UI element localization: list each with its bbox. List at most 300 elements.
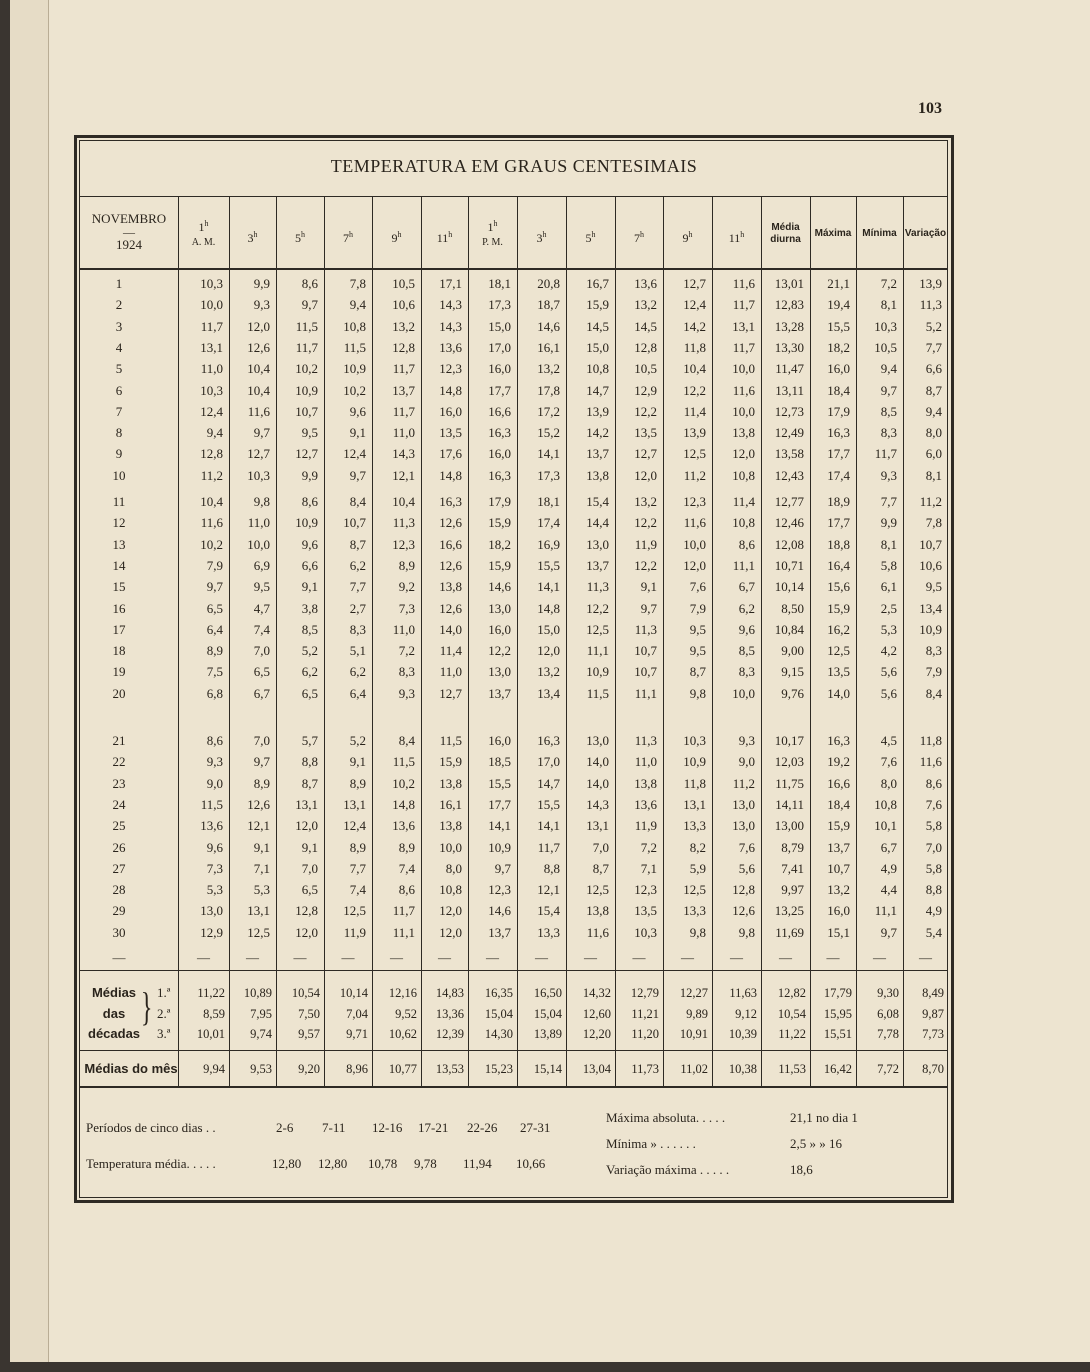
table-cell: 8,7 — [925, 383, 942, 398]
table-cell: 8,1 — [925, 468, 942, 483]
table-cell: 10,3 — [874, 319, 897, 334]
table-cell: 11,9 — [634, 537, 657, 552]
decada-cell: 15,95 — [823, 1007, 852, 1021]
table-cell: 14,3 — [439, 297, 462, 312]
table-cell: 12,43 — [774, 468, 804, 483]
table-cell: 5,7 — [301, 733, 318, 748]
table-cell: 4,9 — [925, 903, 942, 918]
table-cell: 9,5 — [925, 579, 942, 594]
hour-number: 3 — [536, 231, 543, 245]
table-cell: 7,2 — [640, 840, 657, 855]
table-cell: 8,0 — [880, 776, 897, 791]
decada-cell: 12,20 — [582, 1027, 611, 1041]
table-cell: 12,7 — [683, 276, 706, 291]
decada-cell: 7,04 — [346, 1007, 368, 1021]
table-cell: 14,8 — [537, 601, 560, 616]
table-cell: 12,6 — [732, 903, 755, 918]
hour-number: 1 — [198, 220, 205, 234]
table-cell: 15,4 — [586, 494, 609, 509]
table-cell: 6,2 — [738, 601, 755, 616]
medias-mes-cell: 15,23 — [484, 1062, 513, 1076]
table-cell: 11,7 — [392, 404, 415, 419]
table-cell: 11,5 — [295, 319, 318, 334]
periodo-value: 27-31 — [520, 1120, 551, 1135]
table-cell: 4,2 — [880, 643, 897, 658]
table-cell: 10,9 — [343, 361, 366, 376]
decada-cell: 10,39 — [728, 1027, 757, 1041]
table-cell: 12,08 — [774, 537, 804, 552]
table-cell: 16,0 — [488, 361, 511, 376]
table-cell: 14,6 — [488, 579, 511, 594]
table-cell: 9,5 — [301, 425, 318, 440]
decada-cell: 11,22 — [197, 986, 225, 1000]
table-cell: 15,5 — [827, 319, 850, 334]
table-cell: 13,58 — [774, 446, 804, 461]
medias-mes-cell: 9,53 — [250, 1062, 272, 1076]
table-cell: 9,6 — [349, 404, 366, 419]
day-number: 9 — [115, 446, 123, 461]
table-cell: 12,0 — [247, 319, 270, 334]
day-number: 29 — [112, 903, 126, 918]
table-cell: 10,7 — [343, 515, 366, 530]
table-cell: 7,41 — [781, 861, 804, 876]
table-cell: 14,4 — [586, 515, 609, 530]
table-cell: 12,4 — [683, 297, 706, 312]
table-cell: 17,4 — [537, 515, 560, 530]
table-cell: 13,2 — [827, 882, 850, 897]
table-cell: 6,2 — [349, 664, 366, 679]
table-cell: 12,73 — [774, 404, 804, 419]
media-diurna-label-1: Média — [771, 222, 800, 233]
table-cell: 8,4 — [925, 686, 942, 701]
table-cell: 10,5 — [634, 361, 657, 376]
table-cell: 6,0 — [925, 446, 942, 461]
day-number: 23 — [112, 776, 126, 791]
hour-suffix: h — [640, 230, 644, 239]
table-cell: 14,0 — [586, 776, 609, 791]
table-cell: 9,1 — [301, 579, 318, 594]
table-cell: 9,4 — [349, 297, 366, 312]
table-cell: 15,1 — [827, 925, 850, 940]
table-cell: 11,7 — [392, 903, 415, 918]
table-cell: 11,2 — [683, 468, 706, 483]
table-cell: 13,4 — [537, 686, 560, 701]
day-number: 18 — [112, 643, 126, 658]
table-cell: 12,83 — [774, 297, 804, 312]
hour-number: 5 — [585, 231, 592, 245]
dash-cell: — — [681, 950, 694, 965]
decadas-top-rule — [80, 970, 948, 971]
decada-cell: 9,30 — [877, 986, 899, 1000]
day-number: 26 — [112, 840, 126, 855]
table-cell: 14,6 — [537, 319, 560, 334]
table-cell: 13,0 — [488, 664, 511, 679]
table-cell: 17,3 — [488, 297, 511, 312]
table-cell: 8,7 — [301, 776, 318, 791]
table-cell: 12,0 — [295, 818, 318, 833]
table-cell: 9,3 — [880, 468, 897, 483]
table-cell: 11,6 — [586, 925, 609, 940]
table-cell: 16,1 — [439, 797, 462, 812]
table-cell: 12,6 — [247, 340, 270, 355]
table-cell: 11,3 — [392, 515, 415, 530]
hour-suffix: h — [688, 230, 693, 239]
table-cell: 8,3 — [738, 664, 755, 679]
table-cell: 11,75 — [775, 776, 804, 791]
decada-cell: 14,83 — [435, 986, 464, 1000]
table-cell: 15,6 — [827, 579, 850, 594]
table-cell: 17,3 — [537, 468, 560, 483]
table-cell: 16,4 — [827, 558, 850, 573]
decada-cell: 12,82 — [777, 986, 806, 1000]
table-cell: 13,4 — [919, 601, 942, 616]
table-cell: 8,9 — [349, 776, 366, 791]
table-cell: 12,3 — [488, 882, 511, 897]
table-cell: 11,9 — [343, 925, 366, 940]
table-cell: 8,6 — [301, 276, 318, 291]
table-cell: 13,6 — [634, 276, 657, 291]
day-number: 25 — [112, 818, 126, 833]
table-cell: 14,2 — [683, 319, 706, 334]
decada-cell: 16,50 — [533, 986, 562, 1000]
medias-mes-cell: 10,77 — [388, 1062, 417, 1076]
table-cell: 8,9 — [206, 643, 223, 658]
table-cell: 13,3 — [683, 903, 706, 918]
table-cell: 14,0 — [586, 754, 609, 769]
table-cell: 12,9 — [634, 383, 657, 398]
table-cell: 3,8 — [301, 601, 318, 616]
table-cell: 8,7 — [689, 664, 706, 679]
previous-page-edge — [10, 0, 49, 1372]
hour-number: 1 — [487, 220, 494, 234]
table-cell: 12,0 — [295, 925, 318, 940]
table-cell: 10,9 — [683, 754, 706, 769]
dash-cell: — — [486, 950, 499, 965]
table-cell: 16,9 — [537, 537, 560, 552]
dash-cell: — — [535, 950, 548, 965]
table-cell: 11,2 — [919, 494, 942, 509]
table-cell: 13,00 — [774, 818, 804, 833]
table-cell: 9,7 — [880, 925, 897, 940]
medias-mes-cell: 15,14 — [533, 1062, 562, 1076]
table-cell: 5,9 — [689, 861, 706, 876]
table-cell: 13,8 — [439, 579, 462, 594]
hour-header — [566, 228, 615, 245]
hour-header — [229, 228, 276, 245]
dash-cell: — — [826, 950, 840, 965]
table-cell: 14,11 — [775, 797, 804, 812]
medias-mes-cell: 13,53 — [435, 1062, 464, 1076]
hour-header — [324, 228, 372, 245]
table-cell: 13,8 — [439, 776, 462, 791]
table-cell: 12,5 — [586, 622, 609, 637]
table-cell: 16,6 — [439, 537, 462, 552]
table-cell: 11,6 — [247, 404, 270, 419]
table-cell: 15,9 — [488, 515, 511, 530]
table-cell: 18,4 — [827, 383, 850, 398]
table-cell: 18,5 — [488, 754, 511, 769]
table-cell: 11,2 — [200, 468, 223, 483]
table-cell: 8,6 — [738, 537, 755, 552]
decada-cell: 15,04 — [484, 1007, 513, 1021]
table-cell: 10,0 — [732, 686, 755, 701]
table-cell: 11,3 — [919, 297, 942, 312]
table-cell: 16,3 — [488, 425, 511, 440]
table-cell: 7,9 — [206, 558, 223, 573]
periodo-value: 2-6 — [276, 1120, 294, 1135]
table-cell: 9,97 — [781, 882, 804, 897]
table-cell: 7,6 — [689, 579, 706, 594]
day-number: 5 — [115, 361, 123, 376]
table-cell: 7,9 — [925, 664, 942, 679]
table-cell: 12,8 — [732, 882, 755, 897]
table-cell: 13,0 — [732, 797, 755, 812]
table-cell: 8,7 — [592, 861, 609, 876]
table-cell: 8,8 — [301, 754, 318, 769]
table-cell: 9,6 — [738, 622, 755, 637]
decada-cell: 9,74 — [250, 1027, 272, 1041]
table-cell: 11,0 — [392, 622, 415, 637]
table-cell: 10,3 — [200, 383, 223, 398]
table-cell: 11,7 — [874, 446, 897, 461]
temperatura-media-value: 9,78 — [414, 1156, 437, 1171]
table-cell: 6,4 — [206, 622, 223, 637]
table-cell: 11,7 — [732, 297, 755, 312]
table-cell: 18,9 — [827, 494, 850, 509]
decada-cell: 10,01 — [196, 1027, 225, 1041]
table-cell: 11,5 — [586, 686, 609, 701]
decadas-label-1: Médias — [91, 985, 137, 1000]
table-cell: 9,7 — [880, 383, 897, 398]
table-cell: 13,5 — [634, 903, 657, 918]
table-cell: 11,4 — [439, 643, 462, 658]
dash-cell: — — [919, 950, 932, 965]
maxima-absoluta-value: 21,1 no dia 1 — [790, 1110, 858, 1125]
table-cell: 10,17 — [774, 733, 804, 748]
table-cell: 12,7 — [247, 446, 270, 461]
decada-cell: 9,71 — [346, 1027, 368, 1041]
table-cell: 6,7 — [738, 579, 755, 594]
table-cell: 9,1 — [640, 579, 657, 594]
table-cell: 12,0 — [537, 643, 560, 658]
page-number: 103 — [918, 100, 942, 117]
table-cell: 10,84 — [774, 622, 804, 637]
table-cell: 12,3 — [392, 537, 415, 552]
table-cell: 10,3 — [634, 925, 657, 940]
day-number: 3 — [115, 319, 123, 334]
table-cell: 7,0 — [253, 733, 270, 748]
table-cell: 12,3 — [683, 494, 706, 509]
table-cell: 13,01 — [774, 276, 804, 291]
table-cell: 11,1 — [392, 925, 415, 940]
table-cell: 5,4 — [925, 925, 942, 940]
decada-cell: 13,89 — [533, 1027, 562, 1041]
day-number: 8 — [115, 425, 123, 440]
table-cell: 13,6 — [439, 340, 462, 355]
table-cell: 12,1 — [392, 468, 415, 483]
hour-header — [276, 228, 324, 245]
table-cell: 13,5 — [439, 425, 462, 440]
table-cell: 9,0 — [738, 754, 755, 769]
table-cell: 8,0 — [925, 425, 942, 440]
table-cell: 10,8 — [586, 361, 609, 376]
decada-cell: 11,22 — [778, 1027, 806, 1041]
table-cell: 17,7 — [827, 446, 850, 461]
table-cell: 10,9 — [919, 622, 942, 637]
decada-cell: 9,89 — [686, 1007, 708, 1021]
table-cell: 11,7 — [537, 840, 560, 855]
table-cell: 13,0 — [732, 818, 755, 833]
table-cell: 7,6 — [738, 840, 755, 855]
pm-label: P. M. — [482, 237, 503, 248]
decada-cell: 15,51 — [823, 1027, 852, 1041]
table-cell: 16,0 — [439, 404, 462, 419]
table-cell: 15,0 — [586, 340, 609, 355]
table-cell: 12,3 — [439, 361, 462, 376]
hour-suffix: h — [542, 230, 547, 239]
table-cell: 11,5 — [439, 733, 462, 748]
table-cell: 8,3 — [880, 425, 897, 440]
table-cell: 7,0 — [301, 861, 318, 876]
hour-header — [712, 228, 761, 245]
table-bottom-rule — [80, 1086, 948, 1088]
table-cell: 10,0 — [732, 361, 755, 376]
decada-cell: 14,32 — [582, 986, 611, 1000]
table-cell: 7,0 — [925, 840, 942, 855]
header-top-rule — [80, 196, 948, 197]
hour-number: 7 — [634, 231, 640, 245]
dash-cell: — — [197, 950, 210, 965]
day-number: 4 — [115, 340, 123, 355]
table-cell: 9,4 — [925, 404, 942, 419]
table-cell: 16,6 — [488, 404, 511, 419]
medias-mes-cell: 11,73 — [631, 1062, 659, 1076]
table-cell: 13,1 — [732, 319, 755, 334]
day-number: 30 — [112, 925, 126, 940]
table-cell: 9,4 — [880, 361, 897, 376]
table-cell: 11,1 — [586, 643, 609, 658]
decada-cell: 15,04 — [533, 1007, 562, 1021]
table-cell: 13,3 — [537, 925, 560, 940]
table-cell: 9,4 — [206, 425, 223, 440]
table-cell: 11,5 — [343, 340, 366, 355]
table-cell: 13,7 — [586, 446, 609, 461]
table-cell: 8,3 — [349, 622, 366, 637]
table-cell: 5,6 — [880, 686, 897, 701]
table-cell: 9,76 — [781, 686, 804, 701]
table-cell: 18,8 — [827, 537, 850, 552]
table-cell: 12,6 — [439, 601, 462, 616]
table-cell: 13,9 — [586, 404, 609, 419]
table-cell: 14,0 — [439, 622, 462, 637]
table-cell: 11,69 — [775, 925, 804, 940]
periodo-value: 22-26 — [467, 1120, 498, 1135]
hour-header — [178, 217, 229, 234]
table-cell: 14,1 — [488, 818, 511, 833]
temperatura-media-value: 12,80 — [272, 1156, 302, 1171]
table-cell: 4,7 — [253, 601, 270, 616]
table-cell: 6,6 — [301, 558, 318, 573]
table-cell: 17,7 — [488, 383, 511, 398]
medias-mes-cell: 8,70 — [922, 1062, 944, 1076]
table-cell: 8,50 — [781, 601, 804, 616]
table-cell: 8,4 — [398, 733, 415, 748]
table-cell: 20,8 — [537, 276, 560, 291]
periodo-value: 7-11 — [322, 1120, 346, 1135]
table-cell: 11,3 — [586, 579, 609, 594]
table-cell: 17,9 — [488, 494, 511, 509]
table-cell: 14,7 — [586, 383, 609, 398]
table-cell: 9,7 — [253, 425, 270, 440]
table-cell: 15,9 — [586, 297, 609, 312]
table-cell: 17,0 — [488, 340, 511, 355]
variacao-maxima-value: 18,6 — [790, 1162, 813, 1177]
table-cell: 8,3 — [925, 643, 942, 658]
table-cell: 11,7 — [732, 340, 755, 355]
table-cell: 12,5 — [586, 882, 609, 897]
table-cell: 14,5 — [634, 319, 657, 334]
table-cell: 11,0 — [247, 515, 270, 530]
table-cell: 11,2 — [732, 776, 755, 791]
table-cell: 7,1 — [253, 861, 270, 876]
table-title: TEMPERATURA EM GRAUS CENTESIMAIS — [330, 156, 698, 176]
table-cell: 17,9 — [827, 404, 850, 419]
table-cell: 10,8 — [343, 319, 366, 334]
table-cell: 13,3 — [683, 818, 706, 833]
table-cell: 7,6 — [925, 797, 942, 812]
dash-cell: — — [246, 950, 259, 965]
table-cell: 13,2 — [537, 664, 560, 679]
decada-cell: 7,73 — [922, 1027, 944, 1041]
table-cell: 11,6 — [200, 515, 223, 530]
table-cell: 15,9 — [827, 818, 850, 833]
table-cell: 10,0 — [200, 297, 223, 312]
dash-cell: — — [112, 950, 126, 965]
table-cell: 10,3 — [200, 276, 223, 291]
medias-mes-cell: 10,38 — [728, 1062, 757, 1076]
am-label: A. M. — [191, 237, 216, 248]
table-cell: 13,0 — [586, 733, 609, 748]
table-cell: 11,6 — [919, 754, 942, 769]
minima-header: Mínima — [862, 228, 897, 239]
table-cell: 14,3 — [439, 319, 462, 334]
table-cell: 6,5 — [301, 882, 318, 897]
table-cell: 12,2 — [586, 601, 609, 616]
table-cell: 10,9 — [488, 840, 511, 855]
table-cell: 7,7 — [880, 494, 897, 509]
decada-cell: 12,16 — [388, 986, 417, 1000]
table-cell: 13,2 — [392, 319, 415, 334]
medias-mes-label: Médias do mês — [84, 1061, 178, 1076]
year-label: 1924 — [116, 237, 142, 252]
decada-cell: 11,63 — [729, 986, 757, 1000]
decada-cell: 12,39 — [435, 1027, 464, 1041]
day-number: 2 — [115, 297, 123, 312]
table-cell: 18,2 — [827, 340, 850, 355]
table-cell: 18,7 — [537, 297, 560, 312]
table-cell: 8,9 — [349, 840, 366, 855]
variacao-header: Variação — [904, 228, 947, 239]
table-cell: 13,5 — [634, 425, 657, 440]
table-cell: 7,8 — [349, 276, 366, 291]
table-cell: 14,5 — [586, 319, 609, 334]
table-cell: 9,9 — [880, 515, 897, 530]
decada-cell: 12,60 — [582, 1007, 611, 1021]
hour-header — [372, 228, 421, 245]
table-cell: 6,4 — [349, 686, 366, 701]
table-cell: 8,5 — [880, 404, 897, 419]
table-cell: 7,2 — [880, 276, 897, 291]
